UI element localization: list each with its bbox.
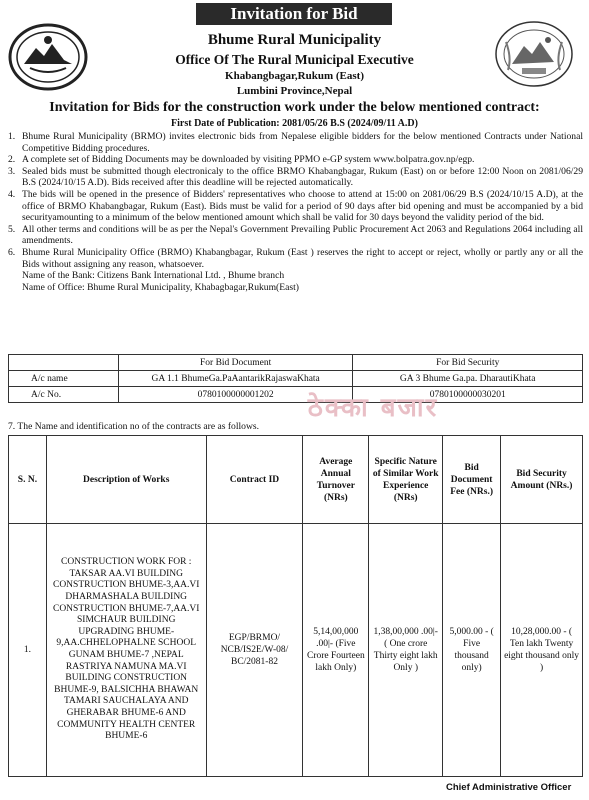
term-item: 5. All other terms and conditions will be as per the Nepal's Government Prevailing Public Procurement Act 2063 and Regulations 2064 including all amendments. [8, 223, 583, 247]
terms-list [8, 131, 583, 293]
contracts-intro: 7. The Name and identification no of the contracts are as follows. [8, 421, 260, 432]
table-row: A/c No. 0780100000001202 0780100000030201 [9, 387, 583, 403]
page-title: Invitation for Bid [196, 3, 392, 25]
office-name-line: Name of Office: Bhume Rural Municipality, Khabagbagar,Rukum(East) [22, 281, 299, 293]
account-header-doc: For Bid Document [118, 355, 353, 371]
publication-date: First Date of Publication: 2081/05/26 B.S (2024/09/11 A.D) [171, 118, 418, 129]
address-line-2: Lumbini Province,Nepal [236, 85, 353, 97]
watermark: ठेक्का बजार [307, 393, 439, 423]
col-sn: S. N. [9, 436, 47, 524]
notice-headline: Invitation for Bids for the construction work under the below mentioned contract: [49, 100, 540, 115]
col-nature: Specific Nature of Similar Work Experience (NRs) [369, 436, 443, 524]
col-security: Bid Security Amount (NRs.) [501, 436, 583, 524]
address-line-1: Khabangbagar,Rukum (East) [225, 70, 364, 82]
municipality-name: Bhume Rural Municipality [207, 32, 382, 48]
municipal-emblem-right [492, 18, 576, 88]
col-description: Description of Works [46, 436, 206, 524]
col-fee: Bid Document Fee (NRs.) [443, 436, 501, 524]
table-row: A/c name GA 1.1 BhumeGa.PaAantarikRajaswaKhata GA 3 Bhume Ga.pa. DharautiKhata [9, 371, 583, 387]
table-row: 1. CONSTRUCTION WORK FOR : TAKSAR AA.VI BUILDING CONSTRUCTION BHUME-3,AA.VI DHARMASHALA BUILDING CONSTRUCTION BHUME-7,AA.VI SIMCHAUR BUILDING UPGRADING BHUME-9,AA.CHHELOPHALNE SCHOOL GUNAM BHUME-7 ,NEPAL RASTRIYA NAMUNA MA.VI BUILDING CONSTRUCTION BHUME-9, BALSICHHA BHAWAN TAMARI SAUCHALAYA AND GHERABAR BHUME-6 AND COMMUNITY HEALTH CENTER BHUME-6 EGP/BRMO/ NCB/IS2E/W-08/ BC/2081-82 5,14,00,000 .00|- (Five Crore Fourteen lakh Only) 1,38,00,000 .00|- ( One crore Thirty eight lakh Only ) 5,000.00 - ( Five thousand only) 10,28,000.00 - ( Ten lakh Twenty eight thousand only ) [9, 524, 583, 777]
term-item: 3. Sealed bids must be submitted though electronicaly to the office BRMO Khabangbagar, Rukum (East) on or before 12:00 Noon on 2081/06/29 B.S (2024/10/15 A.D). Bids received after this deadline will be rejected automatically. [8, 165, 583, 189]
term-item: 2. A complete set of Bidding Documents may be downloaded by visiting PPMO e-GP system www.bolpatra.gov.np/egp. [8, 154, 475, 166]
signature-title: Chief Administrative Officer [446, 782, 572, 793]
term-item: 6. Bhume Rural Municipality Office (BRMO) Khabangbagar, Rukum (East ) reserves the right to accept or reject, wholly or partly any or all the Bids without assigning any reason, whatsoever. [8, 246, 583, 270]
term-item: 1. Bhume Rural Municipality (BRMO) invites electronic bids from Nepalese eligible bidders for the below mentioned Contracts under National Competitive Bidding procedures. [8, 131, 583, 154]
account-header-security: For Bid Security [353, 355, 583, 371]
contracts-table [8, 435, 583, 777]
term-item: 4. The bids will be opened in the presence of Bidders' representatives who choose to attend at 15:00 on 2081/06/29 B.S (2024/10/15 A.D), at the office of BRMO Khabangbagar, Rukum (East). Bids must be valid for a period of 90 days after bid opening and must be accompanied by a bid securityamounting to a minimum of the below mentioned amount which shall be valid for 30 days beyond the validity period of the bid. [8, 188, 583, 224]
col-contract-id: Contract ID [206, 436, 303, 524]
bank-name-line: Name of the Bank: Citizens Bank International Ltd. , Bhume branch [22, 270, 285, 282]
office-name: Office Of The Rural Municipal Executive [175, 52, 414, 67]
municipal-emblem-left [6, 22, 90, 92]
col-turnover: Average Annual Turnover (NRs) [303, 436, 369, 524]
